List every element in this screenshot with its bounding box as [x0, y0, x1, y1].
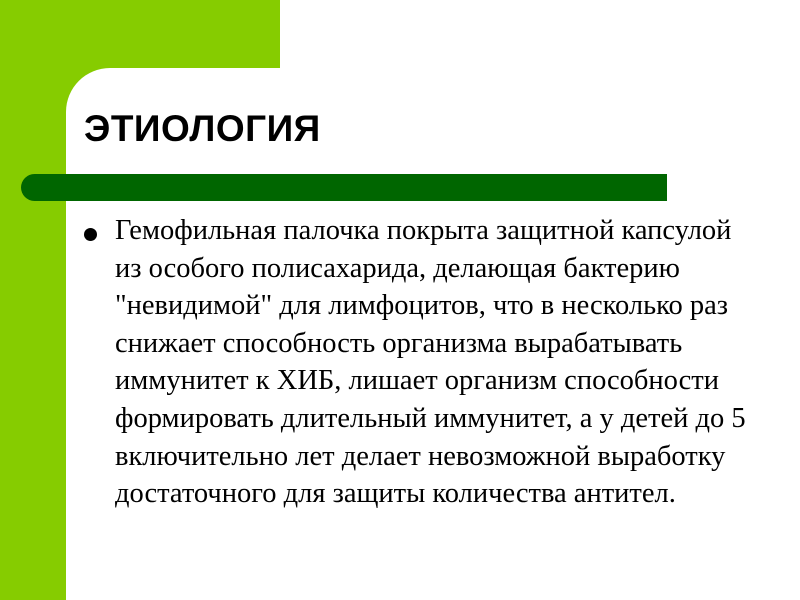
slide-title: ЭТИОЛОГИЯ [84, 108, 321, 149]
bullet-list-item [84, 212, 774, 513]
title-divider-bar [21, 174, 667, 201]
bullet-text: Гемофильная палочка покрыта защитной капсулой из особого полисахарида, делающая бактерию "невидимой" для лимфоцитов, что в несколько раз снижает способность организма вырабатывать иммунитет к ХИБ, лишает организм способности формировать длительный иммунитет, а у детей до 5 включительно лет делает невозможной выработку достаточного для защиты количества антител. [115, 215, 746, 510]
bullet-dot-icon [84, 228, 97, 241]
